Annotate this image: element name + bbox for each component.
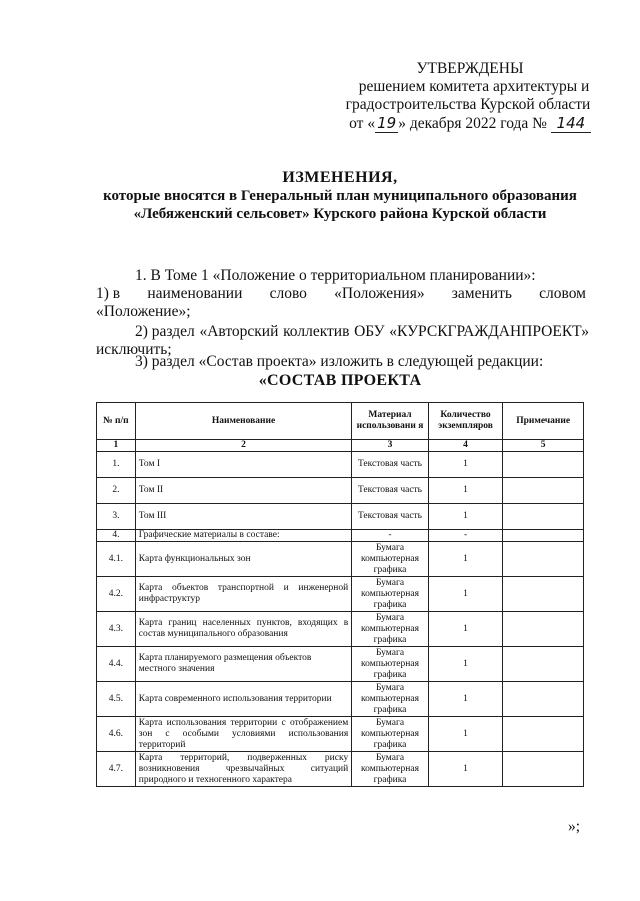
table-row <box>97 752 584 787</box>
row-num: 4.2. <box>97 577 136 612</box>
row-quantity: 1 <box>428 478 503 504</box>
row-name: Карта территорий, подверженных риску возникновения чрезвычайных ситуаций природного и техногенного характера <box>135 752 351 787</box>
word: 1) в <box>96 285 121 302</box>
row-material: Текстовая часть <box>352 478 429 504</box>
doc-title: ИЗМЕНЕНИЯ, <box>282 169 398 186</box>
row-quantity: 1 <box>428 577 503 612</box>
paragraph-1: 1. В Томе 1 «Положение о территориальном планировании»: <box>135 267 536 284</box>
row-num: 3. <box>97 504 136 530</box>
row-quantity: 1 <box>428 752 503 787</box>
table-row <box>97 612 584 647</box>
row-num: 4.3. <box>97 612 136 647</box>
table-header-row <box>97 403 584 440</box>
row-note <box>503 752 584 787</box>
row-note <box>503 542 584 577</box>
row-quantity: 1 <box>428 452 503 478</box>
row-note <box>503 478 584 504</box>
col-number: 4 <box>428 440 503 452</box>
table-row <box>97 647 584 682</box>
approval-line-3: градостроительства Курской области <box>345 96 591 113</box>
approval-number: 144 <box>551 114 591 133</box>
row-quantity: - <box>428 530 503 542</box>
section-title: «СОСТАВ ПРОЕКТА <box>258 372 422 389</box>
table-row <box>97 452 584 478</box>
row-note <box>503 647 584 682</box>
col-number: 5 <box>503 440 584 452</box>
row-num: 4.5. <box>97 682 136 717</box>
row-material: Бумага компьютерная графика <box>352 542 429 577</box>
closing-quote: »; <box>568 818 581 835</box>
paragraph-2 <box>96 284 586 303</box>
row-material: Бумага компьютерная графика <box>352 647 429 682</box>
paragraph-3-continued: исключить; <box>96 341 172 358</box>
row-note <box>503 577 584 612</box>
row-num: 4. <box>97 530 136 542</box>
row-quantity: 1 <box>428 682 503 717</box>
row-num: 4.7. <box>97 752 136 787</box>
word: коллектив <box>283 323 350 340</box>
row-note <box>503 530 584 542</box>
row-note <box>503 717 584 752</box>
row-name: Том II <box>135 478 351 504</box>
row-quantity: 1 <box>428 717 503 752</box>
row-name: Карта объектов транспортной и инженерной инфраструктур <box>135 577 351 612</box>
row-material: - <box>352 530 429 542</box>
approval-title: УТВЕРЖДЕНЫ <box>416 60 524 77</box>
approval-month-year: » декабря 2022 года № <box>398 115 547 132</box>
row-material: Текстовая часть <box>352 504 429 530</box>
column-number-row <box>97 440 584 452</box>
doc-subtitle-line-1: которые вносятся в Генеральный план муниципального образования <box>103 188 577 204</box>
word: слово <box>269 285 307 302</box>
row-name: Карта функциональных зон <box>135 542 351 577</box>
header-name: Наименование <box>135 403 351 440</box>
paragraph-2-continued: «Положение»; <box>96 303 191 320</box>
word: 2) раздел <box>135 323 195 340</box>
row-num: 4.1. <box>97 542 136 577</box>
row-note <box>503 452 584 478</box>
approval-line-2: решением комитета архитектуры и <box>358 78 590 95</box>
approval-stamp <box>300 60 610 133</box>
word: «КУРСКГРАЖДАНПРОЕКТ» <box>389 323 589 340</box>
row-num: 4.4. <box>97 647 136 682</box>
row-name: Том I <box>135 452 351 478</box>
word: наименовании <box>147 285 243 302</box>
row-name: Карта границ населенных пунктов, входящих в состав муниципального образования <box>135 612 351 647</box>
row-quantity: 1 <box>428 542 503 577</box>
col-number: 3 <box>352 440 429 452</box>
col-number: 1 <box>97 440 136 452</box>
table-row <box>97 717 584 752</box>
row-quantity: 1 <box>428 647 503 682</box>
word: заменить <box>451 285 512 302</box>
word: «Авторский <box>199 323 279 340</box>
row-material: Бумага компьютерная графика <box>352 717 429 752</box>
header-material: Материал использовани я <box>352 403 429 440</box>
paragraph-3 <box>135 322 589 341</box>
word: «Положения» <box>334 285 425 302</box>
header-quantity: Количество экземпляров <box>428 403 503 440</box>
row-name: Карта планируемого размещения объектов местного значения <box>135 647 351 682</box>
row-num: 1. <box>97 452 136 478</box>
approval-day: 19 <box>377 114 397 132</box>
header-note: Примечание <box>503 403 584 440</box>
row-material: Бумага компьютерная графика <box>352 612 429 647</box>
row-material: Бумага компьютерная графика <box>352 577 429 612</box>
row-quantity: 1 <box>428 504 503 530</box>
doc-subtitle-line-2: «Лебяженский сельсовет» Курского района Курской области <box>133 206 547 222</box>
row-note <box>503 504 584 530</box>
row-name: Карта использования территории с отображением зон с особыми условиями использования территорий <box>135 717 351 752</box>
table-row <box>97 542 584 577</box>
row-name: Графические материалы в составе: <box>135 530 351 542</box>
table-row <box>97 682 584 717</box>
table-row <box>97 530 584 542</box>
header-num: № п/п <box>97 403 136 440</box>
row-quantity: 1 <box>428 612 503 647</box>
row-num: 2. <box>97 478 136 504</box>
word: ОБУ <box>354 323 385 340</box>
row-material: Бумага компьютерная графика <box>352 682 429 717</box>
approval-date-line <box>300 114 610 133</box>
row-material: Бумага компьютерная графика <box>352 752 429 787</box>
col-number: 2 <box>135 440 351 452</box>
row-num: 4.6. <box>97 717 136 752</box>
row-note <box>503 682 584 717</box>
project-composition-table <box>96 402 584 787</box>
row-name: Том III <box>135 504 351 530</box>
table-row <box>97 504 584 530</box>
word: словом <box>539 285 586 302</box>
table-row <box>97 478 584 504</box>
row-name: Карта современного использования территории <box>135 682 351 717</box>
row-note <box>503 612 584 647</box>
paragraph-4: 3) раздел «Состав проекта» изложить в следующей редакции: <box>135 353 544 370</box>
approval-from: от « <box>349 115 376 132</box>
row-material: Текстовая часть <box>352 452 429 478</box>
table-row <box>97 577 584 612</box>
